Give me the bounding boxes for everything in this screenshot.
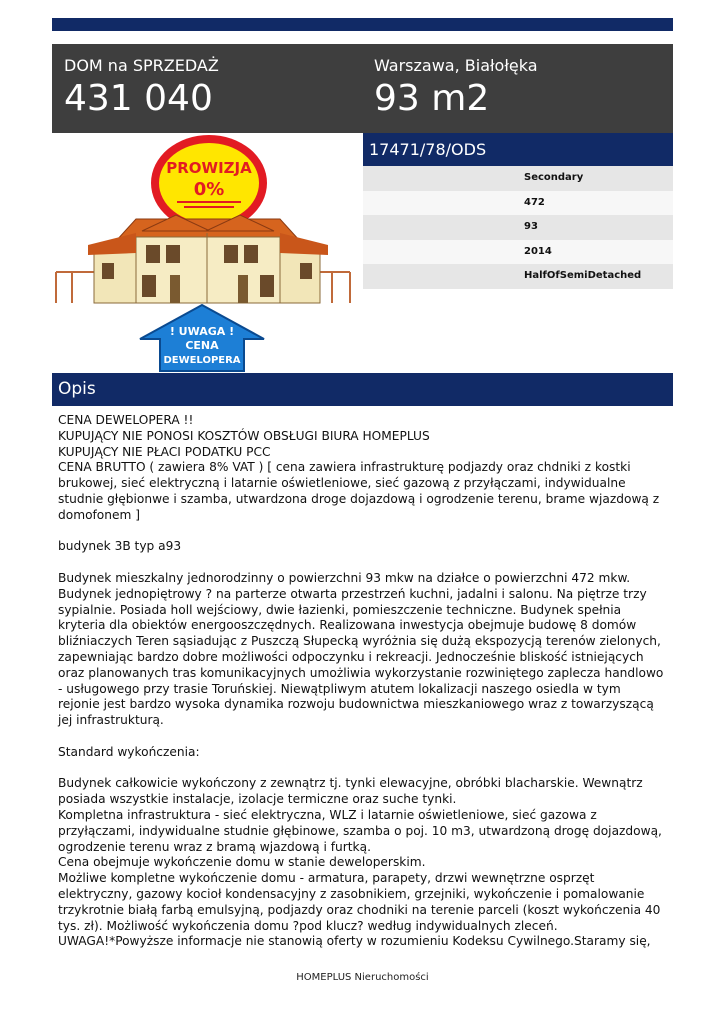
section-title-description: Opis xyxy=(52,373,673,406)
listing-type: DOM na SPRZEDAŻ xyxy=(64,56,219,75)
description-text: CENA DEWELOPERA !! KUPUJĄCY NIE PONOSI KOSZTÓW OBSŁUGI BIURA HOMEPLUS KUPUJĄCY NIE PŁACI PODATKU PCC CENA BRUTTO ( zawiera 8% VAT ) [ cena zawiera infrastrukturę podjazdy oraz chdniki z kostki brukowej, sieć elektryczną i latarnie oświetleniowe, sieć gazową z przyłączami, indywidualne studnie głębionwe i szamba, utwardzona droge dojazdową i ogrodzenie terenu, brame wjazdową z domofonem ] budynek 3B typ a93 Budynek mieszkalny jednorodzinny o powierzchni 93 mkw na działce o powierzchni 472 mkw. Budynek jednopiętrowy ? na parterze otwarta przestrzeń kuchni, jadalni i salonu. Na piętrze trzy sypialnie. Posiada holl wejściowy, dwie łazienki, pomieszczenie techniczne. Budynek spełnia kryteria dla obiektów energooszczędnych. Realizowana inwestycja obejmuje budowę 8 domów bliźniaczych Teren sąsiadując z Puszczą Słupecką wyróżnia się dużą ekspozycją terenów zielonych, zapewniając bardzo dobre możliwości odpoczynku i rekreacji. Jednocześnie bliskość istniejących oraz planowanych tras komunikacyjnych umożliwia wykorzystanie rozwiniętego zaplecza handlowo - usługowego przy trasie Toruńskiej. Niewątpliwym atutem lokalizacji naszego osiedla w tym rejonie jest bardzo wysoka dynamika rozwoju budownictwa mieszkaniowego wraz z towarzyszącą jej infrastrukturą. Standard wykończenia: Budynek całkowicie wykończony z zewnątrz tj. tynki elewacyjne, obróbki blacharskie. Wewnątrz posiada wszystkie instalacje, izolacje termiczne oraz suche tynki. Kompletna infrastruktura - sieć elektryczna, WLZ i latarnie oświetleniowe, sieć gazowa z przyłączami, indywidualne studnie głębinowe, szamba o poj. 10 m3, utwardzoną drogę dojazdową, ogrodzenie terenu wraz z bramą wjazdową i furtką. Cena obejmuje wykończenie domu w stanie deweloperskim. Możliwe kompletne wykończenie domu - armatura, parapety, drzwi wewnętrzne osprzęt elektryczny, gazowy kocioł kondensacyjny z zasobnikiem, grzejniki, wykończenie i pomalowanie trzykrotnie białą farbą emulsyjną, podjazdy oraz chodniki na terenie parceli (koszt wykończenia 40 tys. zł). Możliwość wykończenia domu ?pod klucz? według indywidualnych zleceń. UWAGA!*Powyższe informacje nie stanowią oferty w rozumieniu Kodeksu Cywilnego.Staramy się, xyxy=(58,413,664,949)
property-illustration xyxy=(52,133,363,373)
footer-agency: HOMEPLUS Nieruchomości xyxy=(296,972,429,983)
listing-area: 93 m2 xyxy=(374,78,490,119)
house-building xyxy=(88,215,328,303)
param-plot-area: 472 xyxy=(363,191,673,216)
badge-text-2: 0% xyxy=(193,179,225,200)
developer-price-arrow xyxy=(140,305,264,371)
arrow-text-3: DEWELOPERA xyxy=(163,355,241,366)
reference-number: 17471/78/ODS xyxy=(363,133,673,166)
arrow-text-1: ! UWAGA ! xyxy=(169,325,235,338)
commission-badge xyxy=(151,135,267,231)
badge-text-1: PROWIZJA xyxy=(166,159,252,177)
param-market: Secondary xyxy=(363,166,673,191)
property-photo xyxy=(52,133,363,373)
listing-location: Warszawa, Białołęka xyxy=(374,56,538,75)
param-floor-area: 93 xyxy=(363,215,673,240)
param-build-year: 2014 xyxy=(363,240,673,265)
header-left xyxy=(64,56,219,120)
listing-header xyxy=(52,44,673,133)
parameter-table xyxy=(363,166,673,289)
header-right xyxy=(374,56,538,120)
listing-price: 431 040 xyxy=(64,78,213,119)
param-building-type: HalfOfSemiDetached xyxy=(363,264,673,289)
arrow-text-2: CENA xyxy=(185,339,219,352)
top-accent-bar xyxy=(52,18,673,31)
